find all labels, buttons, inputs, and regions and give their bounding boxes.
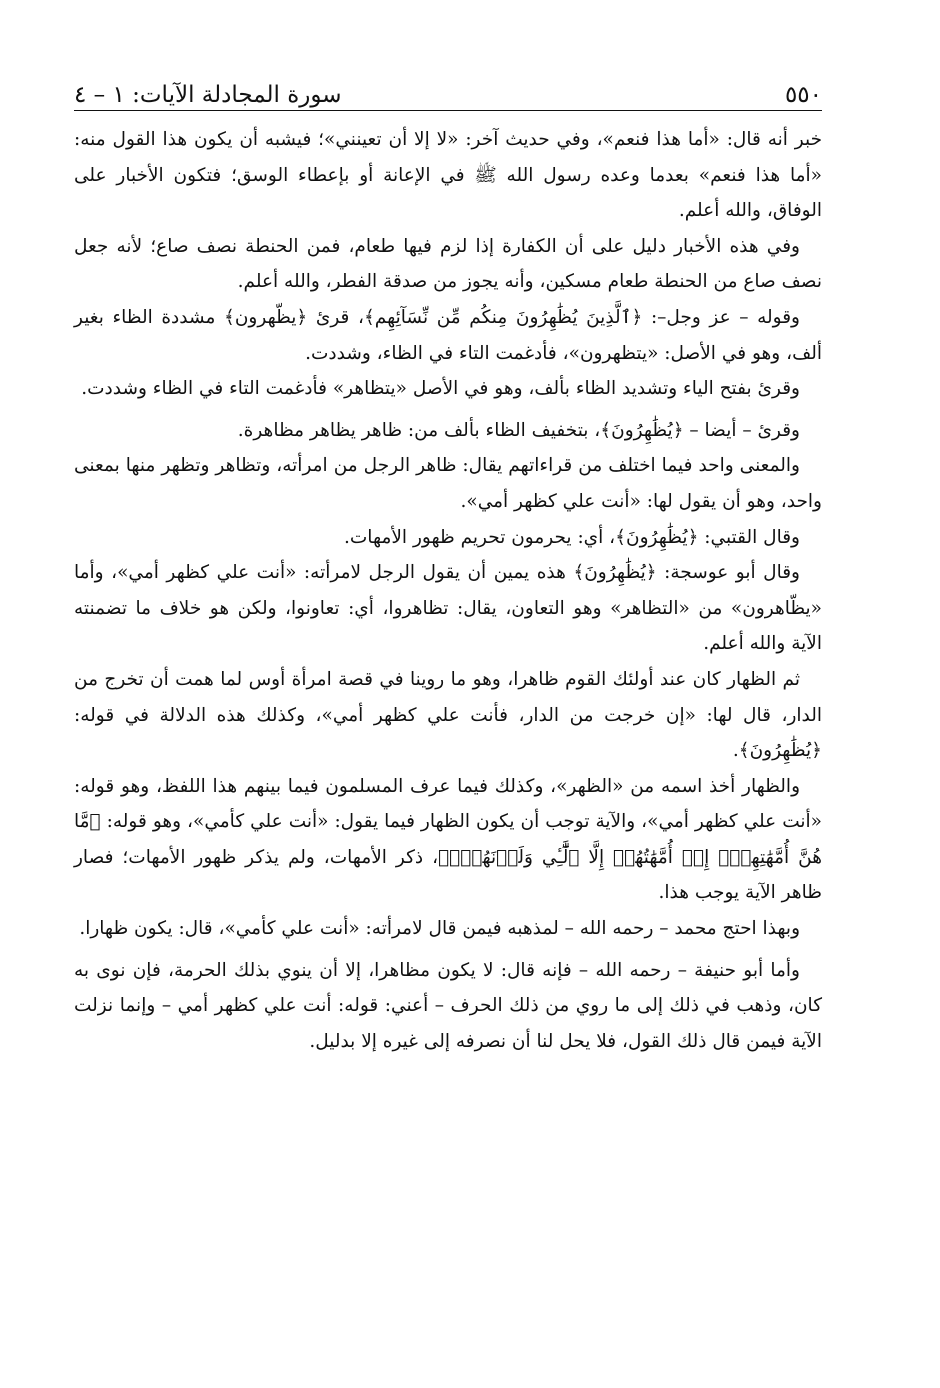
paragraph: وقرئ – أيضا – ﴿يُظَٰهِرُونَ﴾، بتخفيف الظاء بألف من: ظاهر يظاهر مظاهرة.: [237, 419, 800, 441]
paragraph: خبر أنه قال: «أما هذا فنعم»، وفي حديث آخر: «لا إلا أن تعينني»؛ فيشبه أن يكون هذا القول منه: «أما هذا فنعم» بعدما وعده رسول الله ﷺ في الإعانة أو بإعطاء الوسق؛ فتكون الأخبار على الوفاق، والله أعلم.: [74, 129, 822, 222]
paragraph: وبهذا احتج محمد – رحمه الله – لمذهبه فيمن قال لامرأته: «أنت علي كأمي»، قال: يكون ظهارا.: [79, 918, 800, 940]
paragraph: وفي هذه الأخبار دليل على أن الكفارة إذا لزم فيها طعام، فمن الحنطة نصف صاع؛ لأنه جعل نصف صاع من الحنطة طعام مسكين، وأنه يجوز من صدقة الفطر، والله أعلم.: [74, 235, 822, 293]
surah-title: سورة المجادلة الآيات: ١ – ٤: [74, 82, 342, 108]
paragraph: وقال أبو عوسجة: ﴿يُظَٰهِرُونَ﴾ هذه يمين أن يقول الرجل لامرأته: «أنت علي كظهر أمي»، وأما «يظّاهرون» من «التظاهر» وهو التعاون، يقال: تظاهروا، أي: تعاونوا، ولكن هو خلاف ما تضمنته الآية والله أعلم.: [74, 562, 823, 655]
header-rule: [74, 110, 822, 111]
page-body: [74, 122, 822, 1059]
paragraph: وأما أبو حنيفة – رحمه الله – فإنه قال: لا يكون مظاهرا، إلا أن ينوي بذلك الحرمة، فإن نوى به كان، وذهب في ذلك إلى ما روي من ذلك الحرف – أعني: قوله: أنت علي كظهر أمي – وإنما نزلت الآية فيمن قال ذلك القول، فلا يحل لنا أن نصرفه إلى غيره إلا بدليل.: [74, 959, 822, 1052]
paragraph: والمعنى واحد فيما اختلف من قراءاتهم يقال: ظاهر الرجل من امرأته، وتظاهر وتظهر منها بمعنى واحد، وهو أن يقول لها: «أنت علي كظهر أمي».: [74, 455, 822, 512]
page-number: ٥٥٠: [784, 82, 822, 108]
paragraph: ثم الظهار كان عند أولئك القوم ظاهرا، وهو ما روينا في قصة امرأة أوس لما همت أن تخرج من الدار، قال لها: «إن خرجت من الدار، فأنت علي كظهر أمي»، وكذلك هذه الدلالة في قوله: ﴿يُظَٰهِرُونَ﴾.: [74, 668, 822, 762]
paragraph: وقرئ بفتح الياء وتشديد الظاء بألف، وهو في الأصل «يتظاهر» فأدغمت التاء في الظاء وشددت.: [81, 378, 800, 400]
paragraph: وقال القتبي: ﴿يُظَٰهِرُونَ﴾، أي: يحرمون تحريم ظهور الأمهات.: [344, 526, 800, 548]
running-header: [74, 62, 822, 108]
paragraph: والظهار أخذ اسمه من «الظهر»، وكذلك فيما عرف المسلمون فيما بينهم هذا اللفظ، وهو قوله: «أنت علي كظهر أمي»، والآية توجب أن يكون الظهار فيما يقول: «أنت علي كأمي»، وهو قوله: ﴿مَّا هُنَّ أُمَّهَٰتِهِمۡۖ إِنۡ أُمَّهَٰتُهُمۡ إِلَّا ٱلَّٰٓـِٔي وَلَدۡنَهُمۡۚ﴾، ذكر الأمهات، ولم يذكر ظهور الأمهات؛ فصار ظاهر الآية يوجب هذا.: [74, 775, 822, 904]
paragraph: وقوله – عز وجل–: ﴿ٱلَّذِينَ يُظَٰهِرُونَ مِنكُم مِّن نِّسَآئِهِم﴾، قرئ ﴿يظّهرون﴾ مشددة الظاء بغير ألف، وهو في الأصل: «يتظهرون»، فأدغمت التاء في الظاء، وشددت.: [74, 306, 822, 364]
